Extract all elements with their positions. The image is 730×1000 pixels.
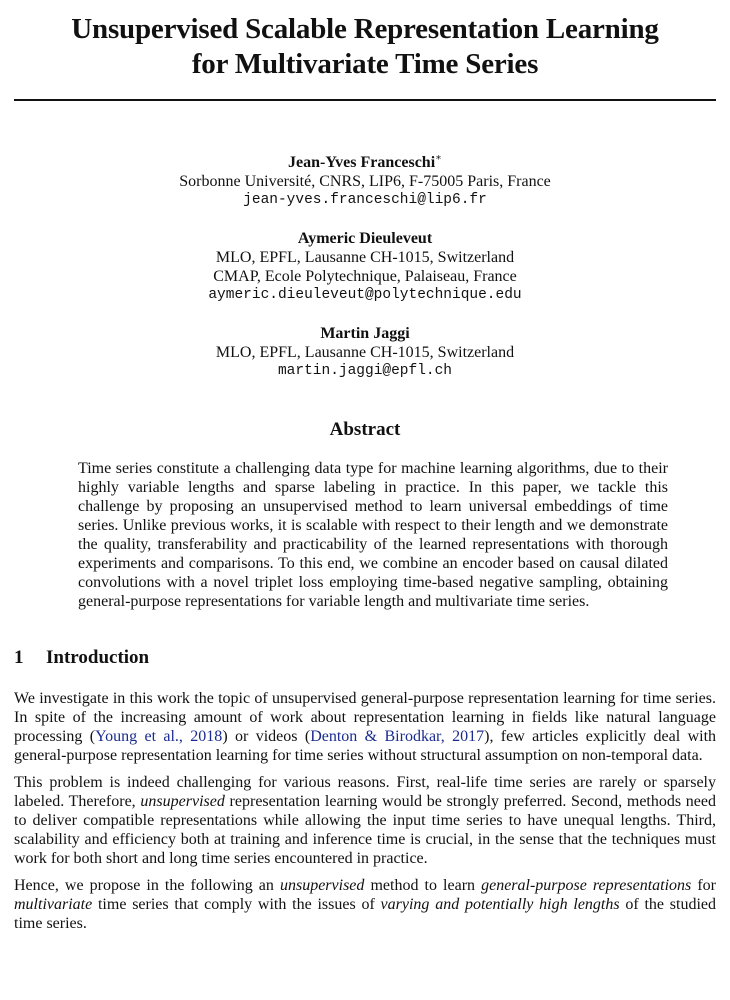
emphasis-text: unsupervised: [279, 877, 365, 895]
paper-title: [14, 12, 716, 82]
paragraph-text: of the studied time series.: [14, 896, 716, 933]
author-affiliation: Sorbonne Université, CNRS, LIP6, F-75005 Paris, France: [179, 173, 551, 191]
body-paragraph: [14, 876, 716, 933]
paragraph-text: method to learn: [364, 877, 482, 895]
section-number: 1: [14, 647, 24, 669]
abstract-text: Time series constitute a challenging data type for machine learning algorithms, due to their highly variable lengths and sparse labeling in practice. In this paper, we tackle this challenge by proposing an unsupervised method to learn universal embeddings of time series. Unlike previous works, it is scalable with respect to their length and we demonstrate the quality, transferability and practicability of the learned representations with thorough experiments and comparisons. To this end, we combine an encoder based on causal dilated convolutions with a novel triplet loss employing time-based negative sampling, obtaining general-purpose representations for variable length and multivariate time series.: [78, 460, 668, 611]
author-affiliation: MLO, EPFL, Lausanne CH-1015, Switzerland: [215, 344, 515, 362]
citation-link[interactable]: Denton & Birodkar, 2017: [310, 728, 485, 746]
paragraph-text: This problem is indeed challenging for various reasons. First, real-life time series are rarely or sparsely labeled. Therefore,: [14, 774, 716, 811]
paragraph-text: ) or videos (: [222, 728, 311, 746]
author-name: Martin Jaggi: [320, 325, 410, 343]
paragraph-text: time series that comply with the issues of: [92, 896, 381, 914]
section-body: [14, 689, 716, 933]
author-block: [14, 149, 716, 381]
body-paragraph: [14, 689, 716, 765]
author-affiliation: CMAP, Ecole Polytechnique, Palaiseau, France: [213, 268, 517, 286]
title-line: for Multivariate Time Series: [191, 48, 539, 80]
emphasis-text: unsupervised: [140, 793, 225, 811]
section-title: Introduction: [46, 647, 150, 669]
body-paragraph: [14, 773, 716, 868]
emphasis-text: general-purpose representations: [481, 877, 692, 895]
paragraph-text: for: [691, 877, 717, 895]
title-rule: [14, 99, 716, 101]
emphasis-text: varying and potentially high lengths: [380, 896, 620, 914]
paragraph-text: representation learning would be strongly preferred. Second, methods need to deliver compatible representations while allowing the input time series to have unequal lengths. Third, scalability and efficiency both at training and inference time is crucial, in the sense that the techniques must work for both short and long time series encountered in practice.: [14, 793, 717, 868]
author-name: Aymeric Dieuleveut: [297, 230, 433, 248]
author-affiliation: MLO, EPFL, Lausanne CH-1015, Switzerland: [215, 249, 515, 267]
emphasis-text: multivariate: [14, 896, 93, 914]
author-email: martin.jaggi@epfl.ch: [277, 363, 453, 380]
paragraph-text: ), few articles explicitly deal with general-purpose representation learning for time series without structural assumption on non-temporal data.: [14, 728, 717, 765]
author-1: [14, 149, 716, 210]
paragraph-text: We investigate in this work the topic of unsupervised general-purpose representation learning for time series. In spite of the increasing amount of work about representation learning in fields like natural language processing (: [14, 690, 716, 746]
section-heading: [14, 647, 716, 669]
author-3: [14, 324, 716, 381]
author-2: [14, 229, 716, 305]
author-email: jean-yves.franceschi@lip6.fr: [243, 192, 487, 209]
title-line: Unsupervised Scalable Representation Learning: [71, 13, 659, 45]
citation-link[interactable]: Young et al., 2018: [95, 728, 223, 746]
author-name: Jean-Yves Franceschi∗: [288, 153, 442, 172]
paragraph-text: Hence, we propose in the following an: [14, 877, 280, 895]
author-email: aymeric.dieuleveut@polytechnique.edu: [208, 287, 522, 304]
abstract-body: [78, 459, 668, 611]
footnote-mark: ∗: [435, 153, 442, 164]
paper-page: [14, 0, 716, 941]
abstract-heading: Abstract: [329, 419, 401, 441]
